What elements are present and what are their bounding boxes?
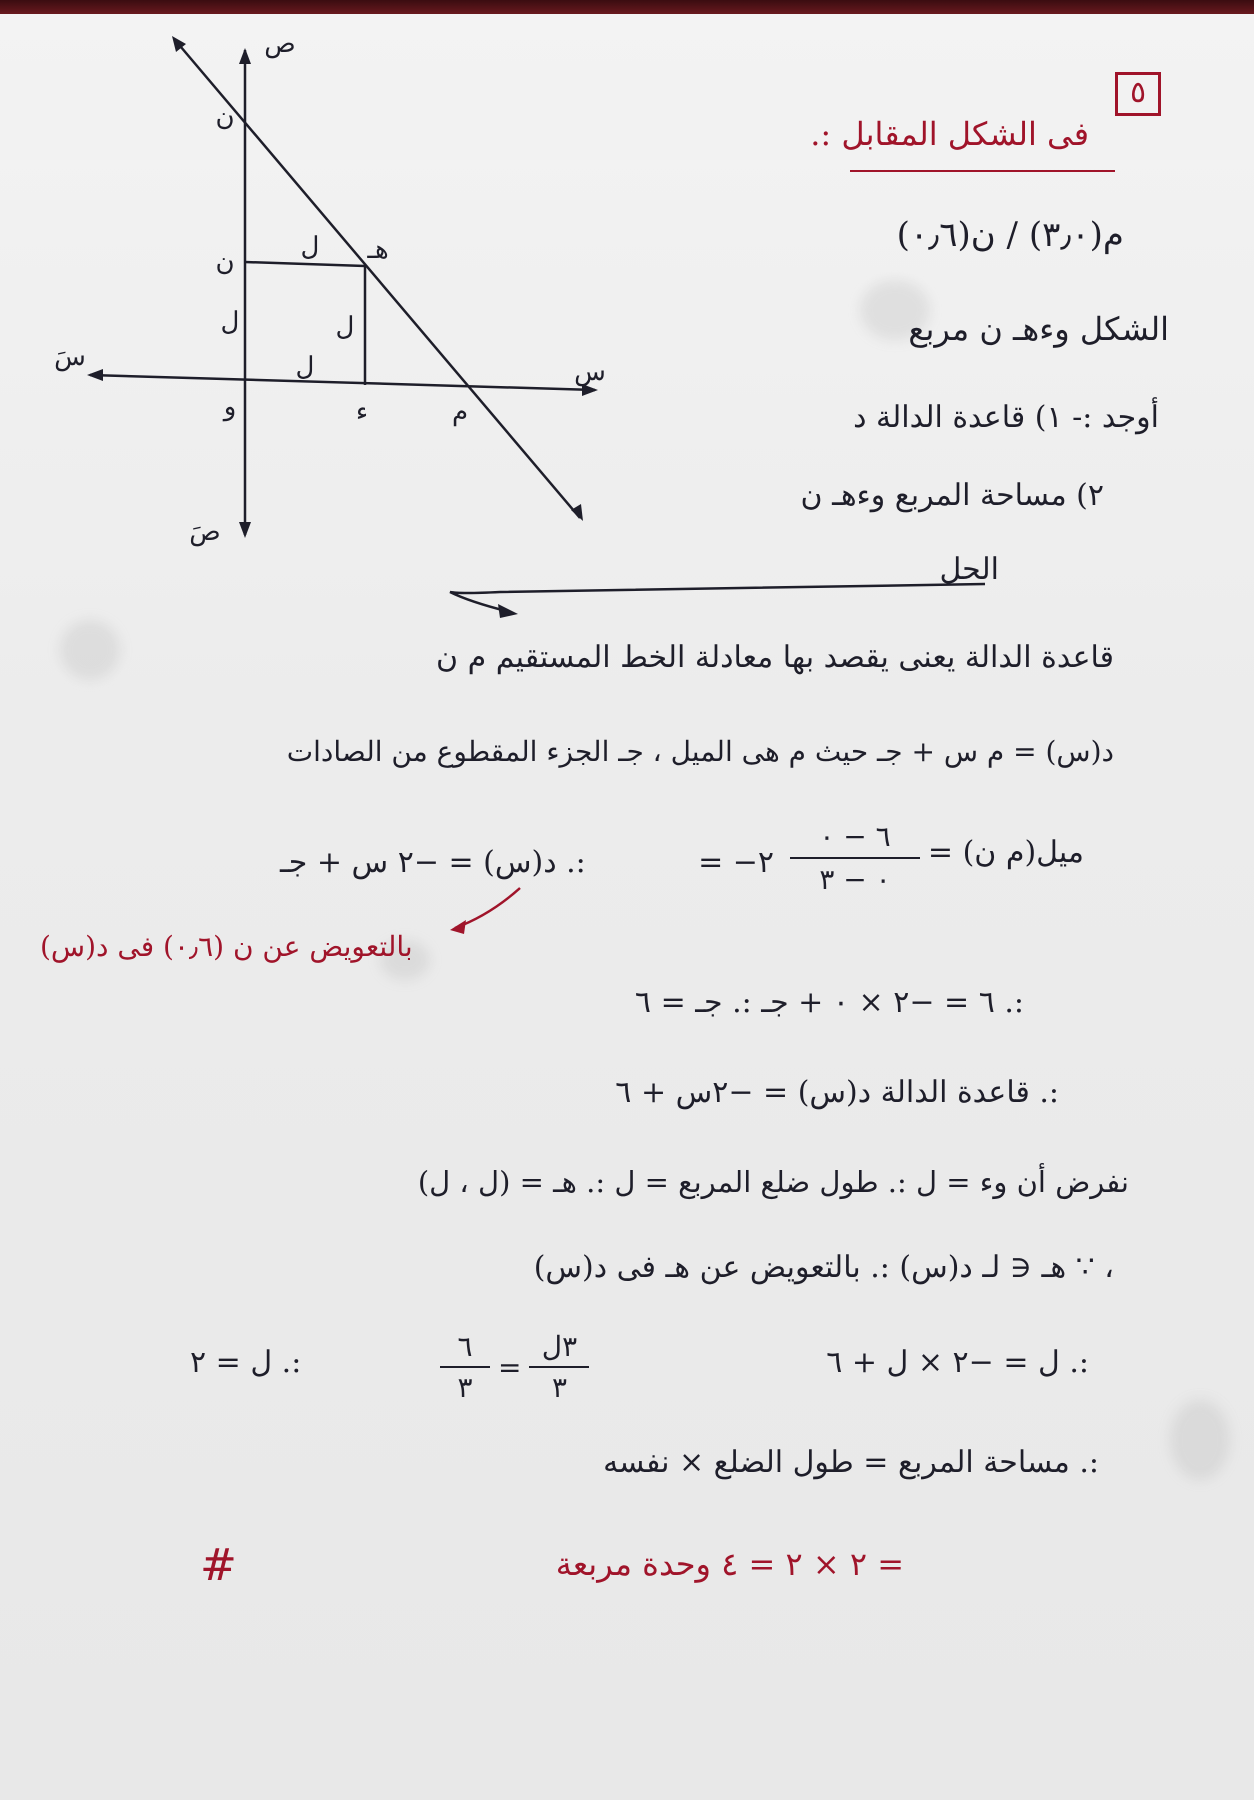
fraction-bar <box>529 1366 589 1368</box>
label-m: م <box>451 397 469 427</box>
fraction-lhs-den: ٣ <box>551 1371 567 1404</box>
label-d: ء <box>355 397 369 427</box>
side-label-bottom: ل <box>295 352 315 382</box>
given-square: الشكل وءهـ ن مربع <box>908 310 1169 348</box>
end-mark: # <box>200 1540 237 1591</box>
line-arrow-bottom-icon <box>571 504 583 521</box>
equals-sign: = <box>498 1350 522 1384</box>
fraction-rhs <box>440 1330 490 1404</box>
fraction-rhs-num: ٦ <box>457 1330 473 1363</box>
solution-line-5: :. قاعدة الدالة د(س) = −٢س + ٦ <box>615 1075 1059 1110</box>
slope-fraction <box>790 820 920 896</box>
label-x-neg: سَ <box>54 342 86 372</box>
label-n: ن <box>215 247 235 277</box>
side-label-top: ل <box>300 232 320 262</box>
solution-line-3: :. د(س) = −٢ س + جـ <box>280 845 586 880</box>
x-axis <box>90 375 595 390</box>
label-x: س <box>574 357 606 387</box>
paper-stain <box>60 620 120 680</box>
find-part-2: ٢) مساحة المربع وءهـ ن <box>800 478 1104 513</box>
substitution-note: بالتعويض عن ن (٠٫٦) فى د(س) <box>40 930 413 963</box>
paper-stain <box>1170 1400 1230 1480</box>
x-axis-neg-arrow-icon <box>87 369 103 381</box>
fraction-lhs-num: ٣ل <box>541 1330 578 1363</box>
given-points: م(٣٫٠) / ن(٠٫٦) <box>896 215 1124 255</box>
solution-line-8c: :. ل = ٢ <box>190 1345 302 1380</box>
slope-label: ميل(م ن) = <box>927 835 1084 870</box>
fraction-bar <box>440 1366 490 1368</box>
solution-line-4: :. ٦ = −٢ × ٠ + جـ :. جـ = ٦ <box>634 985 1024 1020</box>
note-arrow-icon <box>440 880 530 940</box>
fraction-rhs-den: ٣ <box>457 1371 473 1404</box>
fraction-lhs <box>529 1330 589 1404</box>
square-top-side <box>245 262 365 266</box>
find-part-1: أوجد :- ١) قاعدة الدالة د <box>853 400 1159 435</box>
solution-line-7: ، ∵ هـ ∈ لـ د(س) :. بالتعويض عن هـ فى د(س) <box>533 1250 1114 1285</box>
fraction-numerator: ٦ − ٠ <box>819 820 891 853</box>
fraction-denominator: ٠ − ٣ <box>819 863 891 896</box>
solution-line-10: = ٢ × ٢ = ٤ وحدة مربعة <box>555 1545 904 1583</box>
line-mn <box>175 40 580 518</box>
label-y-neg: صَ <box>189 517 221 547</box>
solution-line-1: قاعدة الدالة يعنى يقصد بها معادلة الخط المستقيم م ن <box>436 640 1114 675</box>
geometry-figure <box>40 30 640 560</box>
label-h: هـ <box>367 235 389 265</box>
problem-number: ٥ <box>1115 72 1161 116</box>
label-y: ص <box>264 30 296 59</box>
problem-heading: فى الشكل المقابل :. <box>810 115 1089 153</box>
solution-arrow <box>440 570 1000 620</box>
fraction-bar <box>790 857 920 859</box>
label-n-point: ن <box>215 102 235 132</box>
y-axis-neg-arrow-icon <box>239 522 251 538</box>
y-axis-arrow-icon <box>239 48 251 64</box>
solution-line-6: نفرض أن وء = ل :. طول ضلع المربع = ل :. هـ = (ل ، ل) <box>417 1165 1129 1199</box>
solution-label: الحل <box>939 552 999 587</box>
solution-line-2: د(س) = م س + جـ حيث م هى الميل ، جـ الجزء المقطوع من الصادات <box>286 735 1114 768</box>
heading-underline <box>850 170 1115 172</box>
solution-line-8a: :. ل = −٢ × ل + ٦ <box>826 1345 1089 1380</box>
label-w: و <box>223 392 237 422</box>
side-label-right: ل <box>335 312 355 342</box>
solution-line-9: :. مساحة المربع = طول الضلع × نفسه <box>603 1445 1099 1480</box>
slope-value: = −٢ <box>698 845 774 880</box>
side-label-left: ل <box>220 307 240 337</box>
equation-8b <box>440 1330 589 1404</box>
